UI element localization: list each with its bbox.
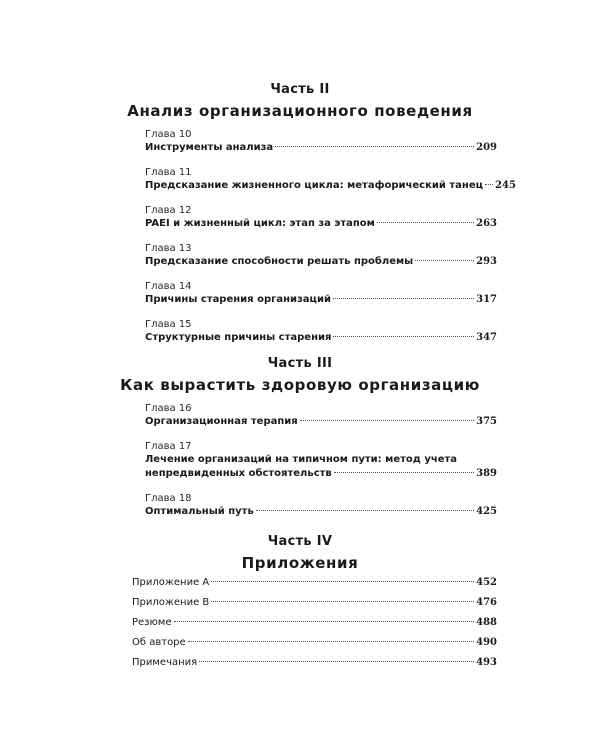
chapter-title[interactable]: Предсказание жизненного цикла: метафорический танец xyxy=(145,180,484,191)
dot-leader xyxy=(256,510,474,511)
page-number: 452 xyxy=(476,577,497,588)
chapter-entry[interactable] xyxy=(145,440,497,481)
appendix-entry[interactable] xyxy=(132,576,497,589)
chapter-title-continued[interactable]: непредвиденных обстоятельств xyxy=(145,468,332,479)
chapter-title[interactable]: PAEI и жизненный цикл: этап за этапом xyxy=(145,218,375,229)
chapter-entry[interactable] xyxy=(145,280,497,307)
part-2-chapter-list xyxy=(145,128,516,356)
page-number: 375 xyxy=(476,416,497,427)
dot-leader xyxy=(377,222,474,223)
part-title: Анализ организационного поведения xyxy=(127,102,473,120)
page-number: 490 xyxy=(476,637,497,648)
dot-leader xyxy=(334,472,474,473)
chapter-label: Глава 17 xyxy=(145,441,192,452)
dot-leader xyxy=(211,601,474,602)
part-4-header xyxy=(0,534,600,573)
chapter-title[interactable]: Предсказание способности решать проблемы xyxy=(145,256,414,267)
chapter-title[interactable]: Лечение организаций на типичном пути: метод учета xyxy=(145,454,458,465)
part-3-chapter-list xyxy=(145,402,497,530)
dot-leader xyxy=(333,298,474,299)
part-label: Часть III xyxy=(267,356,333,371)
part-label: Часть IV xyxy=(267,534,333,549)
chapter-entry[interactable] xyxy=(145,492,497,519)
chapter-label: Глава 10 xyxy=(145,129,192,140)
page-number: 425 xyxy=(476,506,497,517)
chapter-title[interactable]: Причины старения организаций xyxy=(145,294,331,305)
entry-title[interactable]: Об авторе xyxy=(132,637,186,648)
chapter-entry[interactable] xyxy=(145,128,497,155)
chapter-label: Глава 18 xyxy=(145,493,192,504)
entry-title[interactable]: Приложение A xyxy=(132,577,210,588)
chapter-title[interactable]: Оптимальный путь xyxy=(145,506,254,517)
page-number: 263 xyxy=(476,218,497,229)
dot-leader xyxy=(174,621,475,622)
dot-leader xyxy=(415,260,474,261)
chapter-label: Глава 15 xyxy=(145,319,192,330)
dot-leader xyxy=(211,581,474,582)
chapter-label: Глава 11 xyxy=(145,167,192,178)
part-4-entry-list xyxy=(132,576,497,676)
part-title: Приложения xyxy=(241,554,359,572)
appendix-entry[interactable] xyxy=(132,636,497,649)
entry-title[interactable]: Приложение B xyxy=(132,597,210,608)
appendix-entry[interactable] xyxy=(132,656,497,669)
chapter-entry[interactable] xyxy=(145,166,516,193)
part-label: Часть II xyxy=(270,82,330,97)
page-number: 488 xyxy=(476,617,497,628)
chapter-title[interactable]: Структурные причины старения xyxy=(145,332,332,343)
chapter-entry[interactable] xyxy=(145,204,497,231)
dot-leader xyxy=(333,336,474,337)
chapter-title[interactable]: Инструменты анализа xyxy=(145,142,274,153)
chapter-label: Глава 13 xyxy=(145,243,192,254)
page-number: 347 xyxy=(476,332,497,343)
chapter-title[interactable]: Организационная терапия xyxy=(145,416,298,427)
chapter-entry[interactable] xyxy=(145,242,497,269)
page-number: 476 xyxy=(476,597,497,608)
appendix-entry[interactable] xyxy=(132,616,497,629)
page-number: 245 xyxy=(495,180,516,191)
page-number: 317 xyxy=(476,294,497,305)
chapter-label: Глава 14 xyxy=(145,281,192,292)
entry-title[interactable]: Резюме xyxy=(132,617,172,628)
page-number: 209 xyxy=(476,142,497,153)
part-3-header xyxy=(0,356,600,395)
dot-leader xyxy=(199,661,474,662)
part-2-header xyxy=(0,82,600,121)
chapter-label: Глава 16 xyxy=(145,403,192,414)
dot-leader xyxy=(485,184,493,185)
dot-leader xyxy=(300,420,474,421)
page-number: 293 xyxy=(476,256,497,267)
chapter-entry[interactable] xyxy=(145,402,497,429)
part-title: Как вырастить здоровую организацию xyxy=(120,376,480,394)
appendix-entry[interactable] xyxy=(132,596,497,609)
chapter-label: Глава 12 xyxy=(145,205,192,216)
entry-title[interactable]: Примечания xyxy=(132,657,198,668)
page-number: 389 xyxy=(476,468,497,479)
dot-leader xyxy=(275,146,474,147)
page-number: 493 xyxy=(476,657,497,668)
dot-leader xyxy=(188,641,474,642)
chapter-entry[interactable] xyxy=(145,318,497,345)
